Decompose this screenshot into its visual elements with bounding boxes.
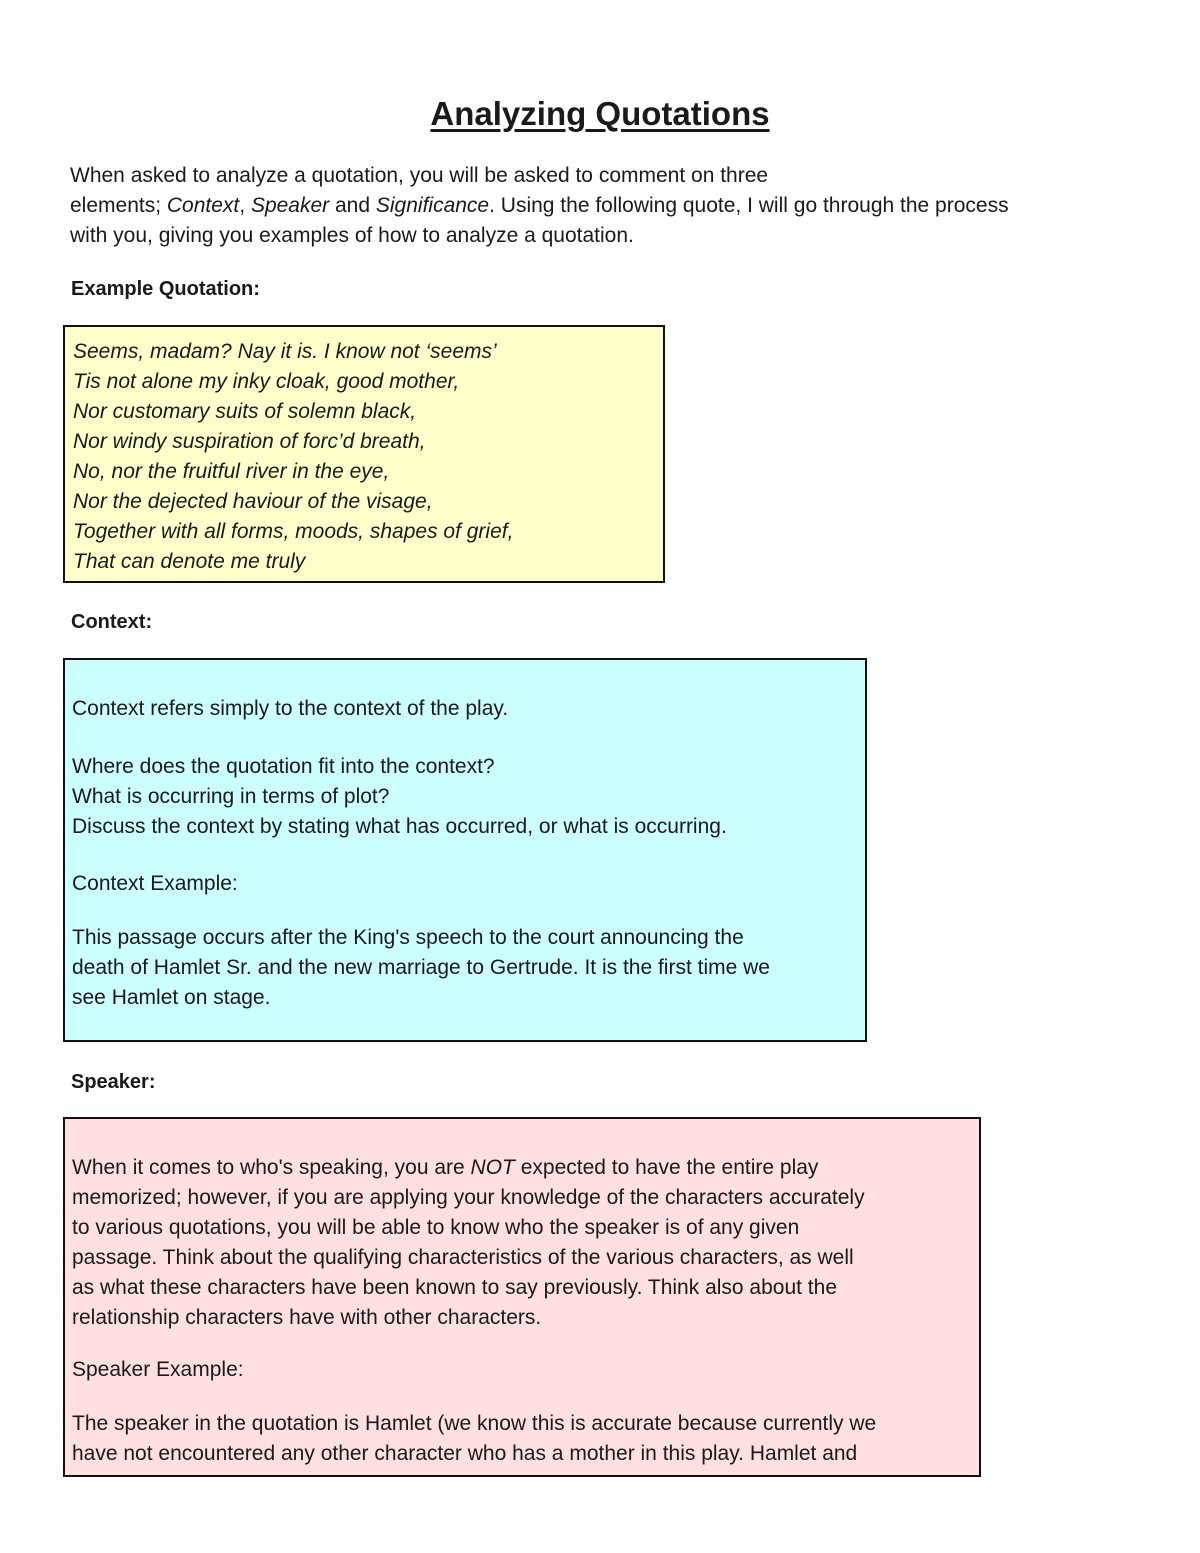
intro-term-speaker: Speaker (250, 194, 330, 217)
context-question: Discuss the context by stating what has occurred, or what is occurring. (72, 815, 727, 838)
speaker-line: memorized; however, if you are applying your knowledge of the characters accurately (72, 1186, 865, 1209)
context-definition: Context refers simply to the context of the play. (72, 697, 509, 720)
speaker-line: passage. Think about the qualifying characteristics of the various characters, as well (72, 1246, 854, 1269)
speaker-line: as what these characters have been known to say previously. Think also about the (72, 1276, 838, 1299)
quotation-line: Nor the dejected haviour of the visage, (73, 490, 433, 513)
speaker-example-label: Speaker Example: (72, 1358, 244, 1381)
page-title: Analyzing Quotations (430, 95, 770, 132)
intro-line-1: When asked to analyze a quotation, you will be asked to comment on three (70, 164, 769, 187)
speaker-example-line: have not encountered any other character who has a mother in this play. Hamlet and (72, 1442, 858, 1465)
quotation-line: No, nor the fruitful river in the eye, (73, 460, 390, 483)
intro-line-3: with you, giving you examples of how to analyze a quotation. (70, 224, 634, 247)
speaker-emphasis-not: NOT (470, 1156, 515, 1179)
speaker-line (72, 1153, 865, 1183)
speaker-example-line: The speaker in the quotation is Hamlet (we know this is accurate because currently we (72, 1412, 877, 1435)
context-example-line: see Hamlet on stage. (72, 986, 271, 1009)
context-question: What is occurring in terms of plot? (72, 785, 390, 808)
intro-text: , (239, 194, 251, 217)
context-box (63, 658, 867, 1042)
quotation-line: Seems, madam? Nay it is. I know not ‘seems’ (73, 340, 497, 363)
intro-paragraph (70, 161, 1150, 251)
speaker-example-text (72, 1409, 876, 1469)
quotation-line: Nor windy suspiration of forc’d breath, (73, 430, 426, 453)
speaker-explanation (72, 1153, 865, 1333)
context-label: Context: (71, 611, 153, 633)
intro-term-significance: Significance (375, 194, 490, 217)
speaker-text: When it comes to who's speaking, you are (72, 1156, 471, 1179)
quotation-line: That can denote me truly (73, 550, 306, 573)
quotation-line: Together with all forms, moods, shapes of grief, (73, 520, 514, 543)
quotation-line: Tis not alone my inky cloak, good mother, (73, 370, 460, 393)
speaker-text: expected to have the entire play (514, 1156, 819, 1179)
intro-term-context: Context (166, 194, 240, 217)
speaker-box (63, 1117, 981, 1477)
context-example-text (72, 923, 770, 1013)
context-questions (72, 752, 727, 842)
intro-text: elements; (70, 194, 167, 217)
speaker-line: to various quotations, you will be able to know who the speaker is of any given (72, 1216, 800, 1239)
context-example-line: death of Hamlet Sr. and the new marriage to Gertrude. It is the first time we (72, 956, 770, 979)
intro-text: . Using the following quote, I will go through the process (489, 194, 1009, 217)
example-quotation-label: Example Quotation: (71, 278, 260, 300)
speaker-line: relationship characters have with other characters. (72, 1306, 542, 1329)
context-question: Where does the quotation fit into the context? (72, 755, 495, 778)
quotation-line: Nor customary suits of solemn black, (73, 400, 417, 423)
speaker-label: Speaker: (71, 1071, 156, 1093)
intro-text: and (329, 194, 376, 217)
context-example-label: Context Example: (72, 872, 238, 895)
context-example-line: This passage occurs after the King's speech to the court announcing the (72, 926, 744, 949)
intro-line-2 (70, 191, 1150, 221)
example-quotation-box (63, 325, 665, 583)
